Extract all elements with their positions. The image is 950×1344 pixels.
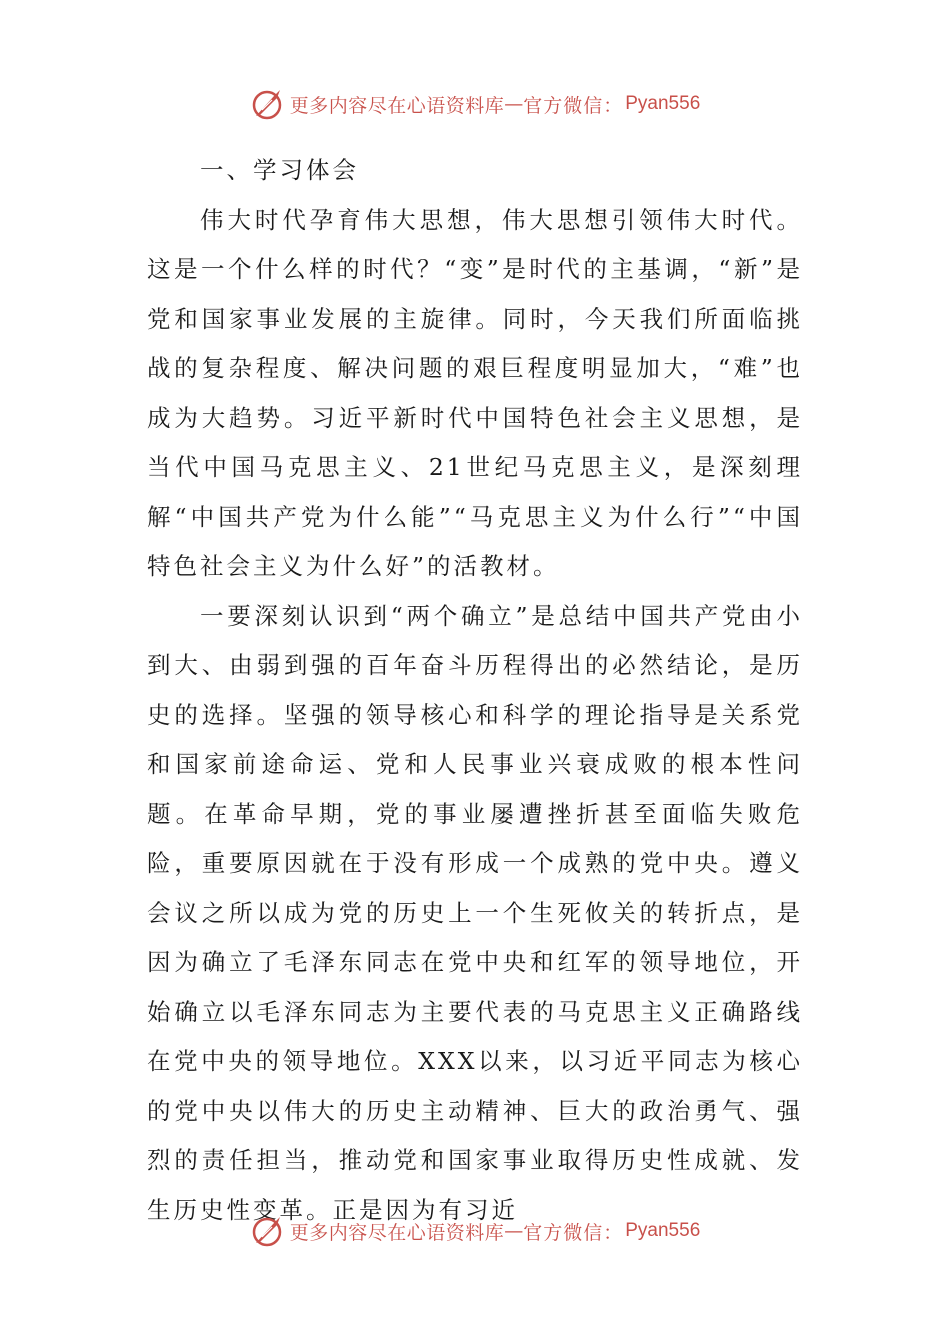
watermark-banner-bottom [0, 1209, 950, 1253]
paragraph-2: 一要深刻认识到“两个确立”是总结中国共产党由小到大、由弱到强的百年奋斗历程得出的必然结论，是历史的选择。坚强的领导核心和科学的理论指导是关系党和国家前途命运、党和人民事业兴衰成败的根本性问题。在革命早期，党的事业屡遭挫折甚至面临失败危险，重要原因就在于没有形成一个成熟的党中央。遵义会议之所以成为党的历史上一个生死攸关的转折点，是因为确立了毛泽东同志在党中央和红军的领导地位，开始确立以毛泽东同志为主要代表的马克思主义正确路线在党中央的领导地位。XXX以来，以习近平同志为核心的党中央以伟大的历史主动精神、巨大的政治勇气、强烈的责任担当，推动党和国家事业取得历史性成就、发生历史性变革。正是因为有习近 [147, 601, 803, 1224]
paragraph-1: 伟大时代孕育伟大思想，伟大思想引领伟大时代。这是一个什么样的时代？“变”是时代的主基调，“新”是党和国家事业发展的主旋律。同时，今天我们所面临挑战的复杂程度、解决问题的艰巨程度明显加大，“难”也成为大趋势。习近平新时代中国特色社会主义思想，是当代中国马克思主义、21世纪马克思主义，是深刻理解“中国共产党为什么能”“马克思主义为什么行”“中国特色社会主义为什么好”的活教材。 [147, 205, 803, 580]
banner-main-text: 更多内容尽在心语资料库 [289, 94, 505, 117]
banner-wechat-label: 官方微信： [523, 1221, 624, 1244]
quill-logo-icon [250, 1213, 286, 1249]
section-heading: 一、学习体会 [200, 156, 359, 184]
watermark-banner-top [0, 82, 950, 126]
banner-dash: — [504, 93, 524, 115]
quill-logo-icon [250, 86, 286, 122]
banner-wechat-label: 官方微信： [523, 94, 624, 117]
banner-dash: — [504, 1220, 524, 1242]
banner-main-text: 更多内容尽在心语资料库 [289, 1221, 505, 1244]
banner-account: Pyan556 [625, 1220, 701, 1241]
banner-account: Pyan556 [625, 93, 701, 114]
document-body [147, 146, 803, 1235]
